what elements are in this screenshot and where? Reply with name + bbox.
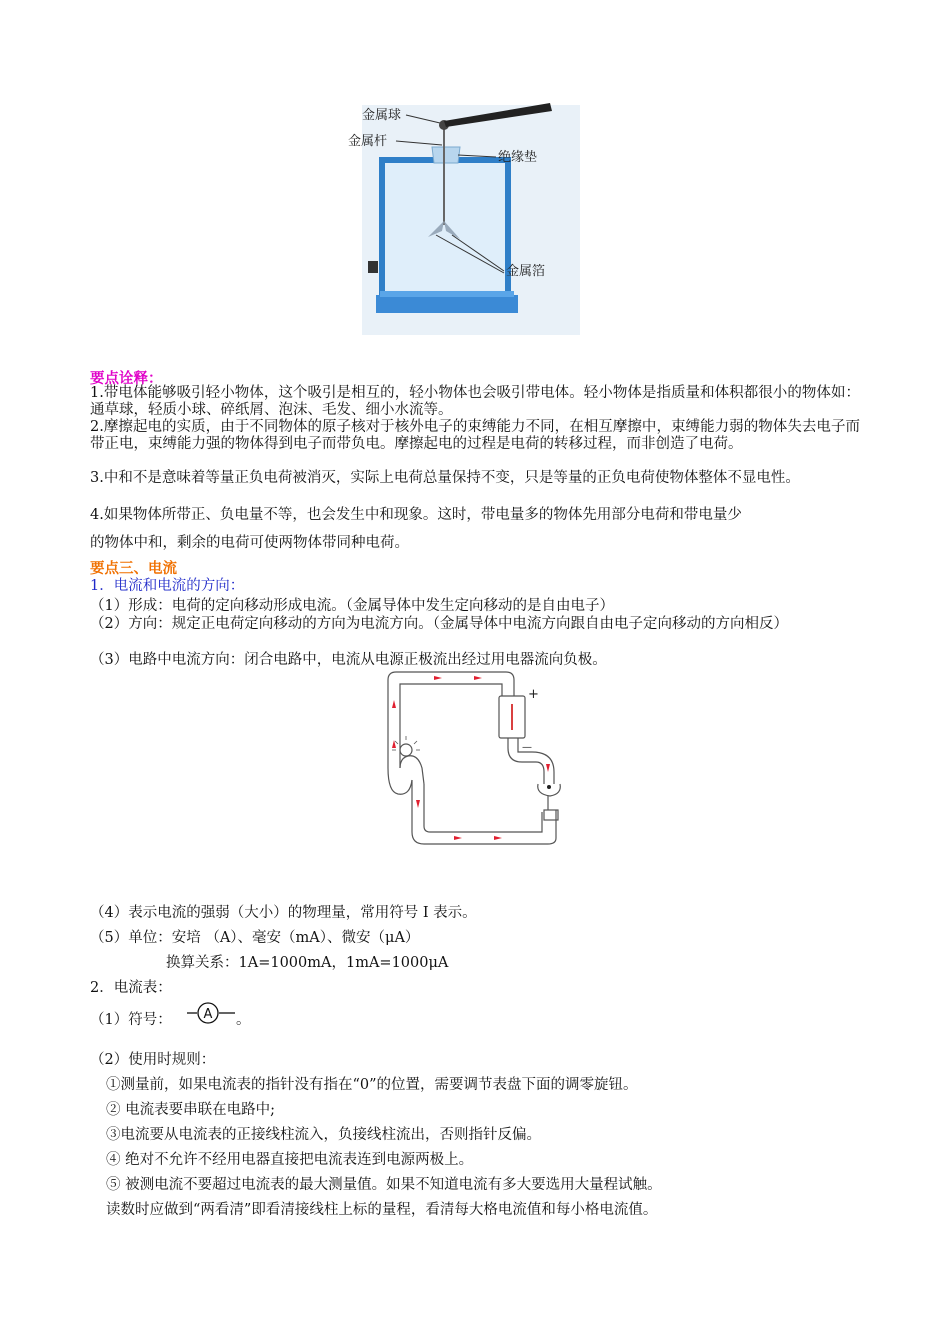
rule-2: ② 电流表要串联在电路中;: [106, 1102, 275, 1118]
label-metal-foil: 金属箔: [506, 264, 546, 279]
label-metal-rod: 金属杆: [348, 134, 388, 149]
battery-minus-sign: —: [522, 742, 532, 753]
item-current-strength: （4）表示电流的强弱（大小）的物理量，常用符号 I 表示。: [90, 905, 477, 921]
section-heading: 要点三、电流: [90, 561, 177, 577]
ammeter-symbol-icon: [185, 1000, 237, 1026]
item-units: （5）单位：安培 （A）、毫安（mA）、微安（μA）: [90, 930, 420, 946]
note-paragraph-4-line-2: 的物体中和，剩余的电荷可使两物体带同种电荷。: [90, 535, 409, 551]
circuit-diagram: [378, 668, 578, 858]
label-insulating-pad: 绝缘垫: [498, 150, 538, 165]
item-direction: （2）方向：规定正电荷定向移动的方向为电流方向。（金属导体中电流方向跟自由电子定向移动的方向相反）: [90, 616, 788, 632]
note-paragraph-2: 2.摩擦起电的实质，由于不同物体的原子核对于核外电子的束缚能力不同，在相互摩擦中，束缚能力弱的物体失去电子而带正电，束缚能力强的物体得到电子而带负电。摩擦起电的过程是电荷的转移过程，而非创造了电荷。: [90, 419, 860, 452]
rule-4: ④ 绝对不允许不经用电器直接把电流表连到电源两极上。: [106, 1152, 474, 1168]
subsection-ammeter: 2．电流表：: [90, 980, 172, 996]
subsection-current-direction: 1．电流和电流的方向：: [90, 578, 245, 594]
note-paragraph-1: 1.带电体能够吸引轻小物体，这个吸引是相互的，轻小物体也会吸引带电体。轻小物体是指质量和体积都很小的物体如：通草球，轻质小球、碎纸屑、泡沫、毛发、细小水流等。: [90, 385, 860, 418]
item-circuit-direction: （3）电路中电流方向：闭合电路中，电流从电源正极流出经过用电器流向负极。: [90, 652, 607, 668]
rule-6-reading: 读数时应做到“两看清”即看清接线柱上标的量程，看清每大格电流值和每小格电流值。: [106, 1202, 658, 1218]
notes-heading: 要点诠释：: [90, 371, 163, 387]
ammeter-symbol-end: 。: [236, 1012, 251, 1028]
ammeter-symbol-letter: A: [203, 1007, 213, 1022]
battery-plus-sign: +: [528, 687, 539, 702]
usage-rules-heading: （2）使用时规则：: [90, 1052, 216, 1068]
label-metal-ball: 金属球: [362, 108, 402, 123]
note-paragraph-4-line-1: 4.如果物体所带正、负电量不等，也会发生中和现象。这时，带电量多的物体先用部分电荷和带电量少: [90, 507, 742, 523]
ammeter-symbol-label: （1）符号：: [90, 1012, 172, 1028]
unit-conversion: 换算关系：1A=1000mA，1mA=1000μA: [166, 955, 449, 971]
rule-3: ③电流要从电流表的正接线柱流入，负接线柱流出，否则指针反偏。: [106, 1127, 541, 1143]
item-formation: （1）形成：电荷的定向移动形成电流。（金属导体中发生定向移动的是自由电子）: [90, 598, 614, 614]
rule-1: ①测量前，如果电流表的指针没有指在“0”的位置，需要调节表盘下面的调零旋钮。: [106, 1077, 638, 1093]
rule-5: ⑤ 被测电流不要超过电流表的最大测量值。如果不知道电流有多大要选用大量程试触。: [106, 1177, 662, 1193]
electroscope-figure: [340, 95, 580, 335]
note-paragraph-3: 3.中和不是意味着等量正负电荷被消灭，实际上电荷总量保持不变，只是等量的正负电荷使物体整体不显电性。: [90, 470, 800, 486]
